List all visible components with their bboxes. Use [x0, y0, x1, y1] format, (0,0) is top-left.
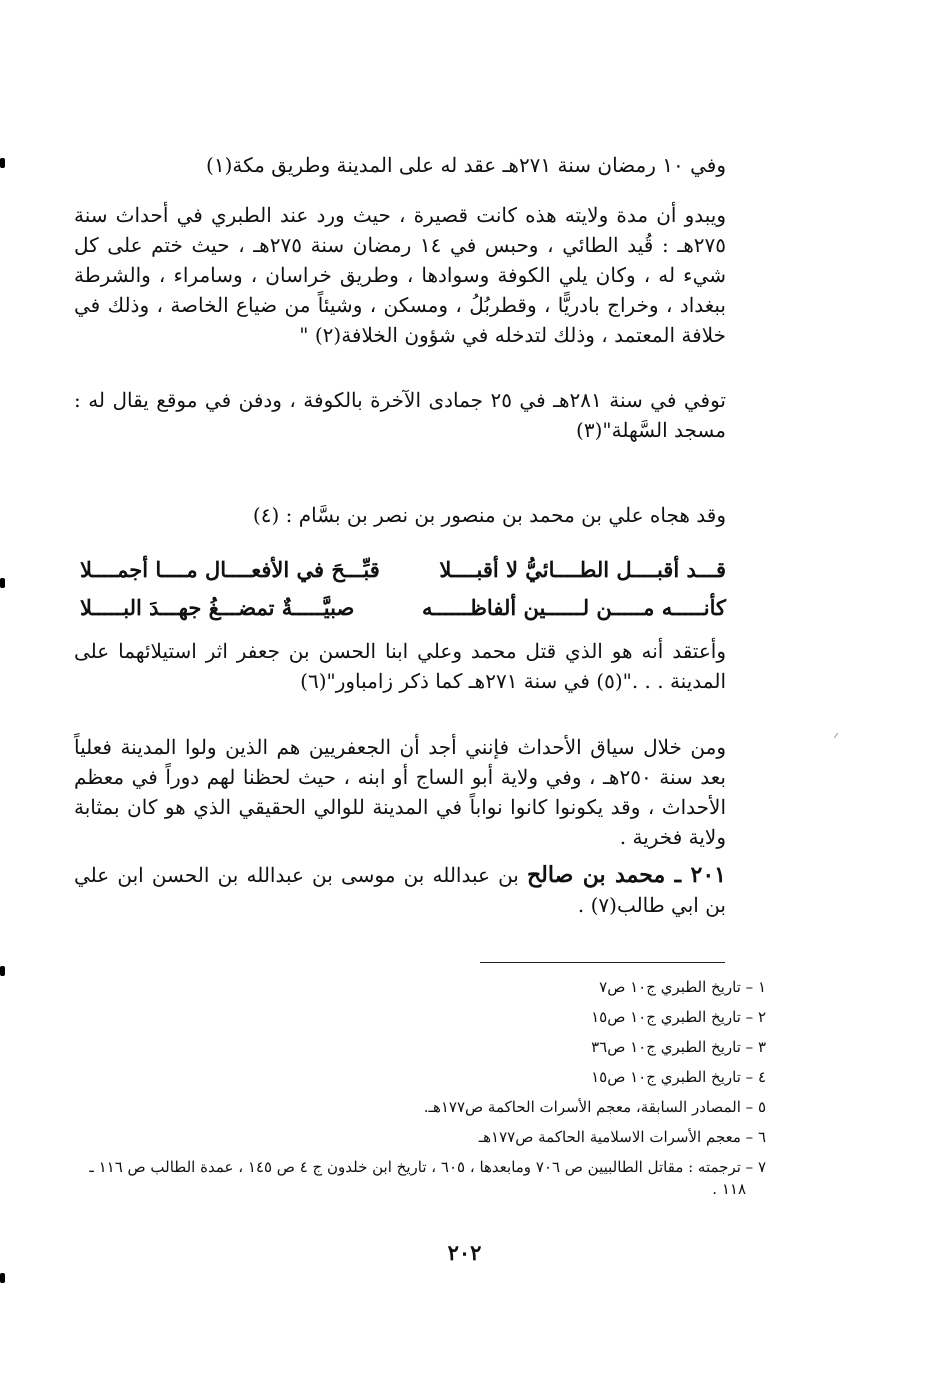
verse-line-2 — [80, 588, 726, 626]
binding-hole-mark — [0, 1273, 5, 1283]
poem-verses — [80, 550, 726, 626]
biography-entry — [74, 860, 726, 920]
verse-line-1 — [80, 550, 726, 588]
scan-speck — [834, 733, 838, 738]
footnote-5: ٥ – المصادر السابقة، معجم الأسرات الحاكمة ص١٧٧هـ. — [423, 1098, 766, 1116]
footnote-7: ٧ – ترجمته : مقاتل الطالبيين ص ٧٠٦ ومابعدها ، ٦٠٥ ، تاريخ ابن خلدون ج ٤ ص ١٤٥ ، عمدة الطالب ص ١١٦ ـ — [89, 1158, 766, 1176]
footnote-2: ٢ – تاريخ الطبري ج١٠ ص١٥ — [591, 1008, 766, 1026]
verse-1-second-hemistich: قبِّـــحَ في الأفعــــال مــــا أجمــــلا — [80, 556, 380, 582]
footnotes — [74, 972, 766, 1204]
page-number: ٢٠٢ — [447, 1240, 482, 1265]
entry-heading: ٢٠١ ـ محمد بن صالح — [526, 862, 726, 888]
verse-1-first-hemistich: قـــد أقبــــل الطــــائيُّ لا أقبــــلا — [439, 556, 726, 582]
paragraph-death: توفي في سنة ٢٨١هـ في ٢٥ جمادى الآخرة بالكوفة ، ودفن في موقع يقال له : مسجد السَّهلة"(٣) — [74, 388, 726, 442]
entry-lineage: بن عبدالله بن موسى بن عبدالله بن الحسن ابن علي بن ابي طالب(٧) . — [74, 863, 726, 917]
footnote-3: ٣ – تاريخ الطبري ج١٠ ص٣٦ — [591, 1038, 766, 1056]
verse-2-first-hemistich: كأنـــــه مـــــن لــــــين ألفاظــــــه — [422, 594, 726, 620]
binding-hole-mark — [0, 966, 5, 976]
paragraph-appointment: وفي ١٠ رمضان سنة ٢٧١هـ عقد له على المدينة وطريق مكة(١) — [206, 153, 726, 177]
verse-2-second-hemistich: صبيَّـــــةٌ تمضـــغُ جهـــدَ البـــــلا — [80, 594, 355, 620]
footnote-4: ٤ – تاريخ الطبري ج١٠ ص١٥ — [591, 1068, 766, 1086]
paragraph-tenure: ويبدو أن مدة ولايته هذه كانت قصيرة ، حيث ورد عند الطبري في أحداث سنة ٢٧٥هـ : قُيد الطائي ، وحبس في ١٤ رمضان سنة ٢٧٥هـ ، حيث ختم على كل شيء له ، وكان يلي الكوفة وسوادها ، وطريق خراسان ، وسامراء ، والشرطة ببغداد ، وخراج بادريًّا ، وقطربُلُ ، ومسكن ، وشيئاً من ضياع الخاصة ، وذلك في خلافة المعتمد ، وذلك لتدخله في شؤون الخلافة(٢) " — [74, 203, 726, 347]
footnote-7-continuation: ١١٨ . — [712, 1180, 746, 1198]
footnote-1: ١ – تاريخ الطبري ج١٠ ص٧ — [599, 978, 766, 996]
paragraph-satire-intro: وقد هجاه علي بن محمد بن منصور بن نصر بن بسَّام : (٤) — [252, 503, 726, 527]
binding-hole-mark — [0, 158, 5, 168]
binding-hole-mark — [0, 578, 5, 588]
paragraph-context: ومن خلال سياق الأحداث فإنني أجد أن الجعفريين هم الذين ولوا المدينة فعلياً بعد سنة ٢٥٠هـ ، وفي ولاية أبو الساج أو ابنه ، حيث لحظنا لهم دوراً في معظم الأحداث ، وقد يكونوا كانوا نواباً في المدينة للوالي الحقيقي الذي هو كان بمثابة ولاية فخرية . — [74, 735, 726, 849]
footnote-separator — [480, 962, 725, 963]
paragraph-opinion: وأعتقد أنه هو الذي قتل محمد وعلي ابنا الحسن بن جعفر اثر استيلائهما على المدينة . . ."(٥) في سنة ٢٧١هـ كما ذكر زامباور"(٦) — [74, 639, 726, 693]
footnote-6: ٦ – معجم الأسرات الاسلامية الحاكمة ص١٧٧هـ — [478, 1128, 766, 1146]
